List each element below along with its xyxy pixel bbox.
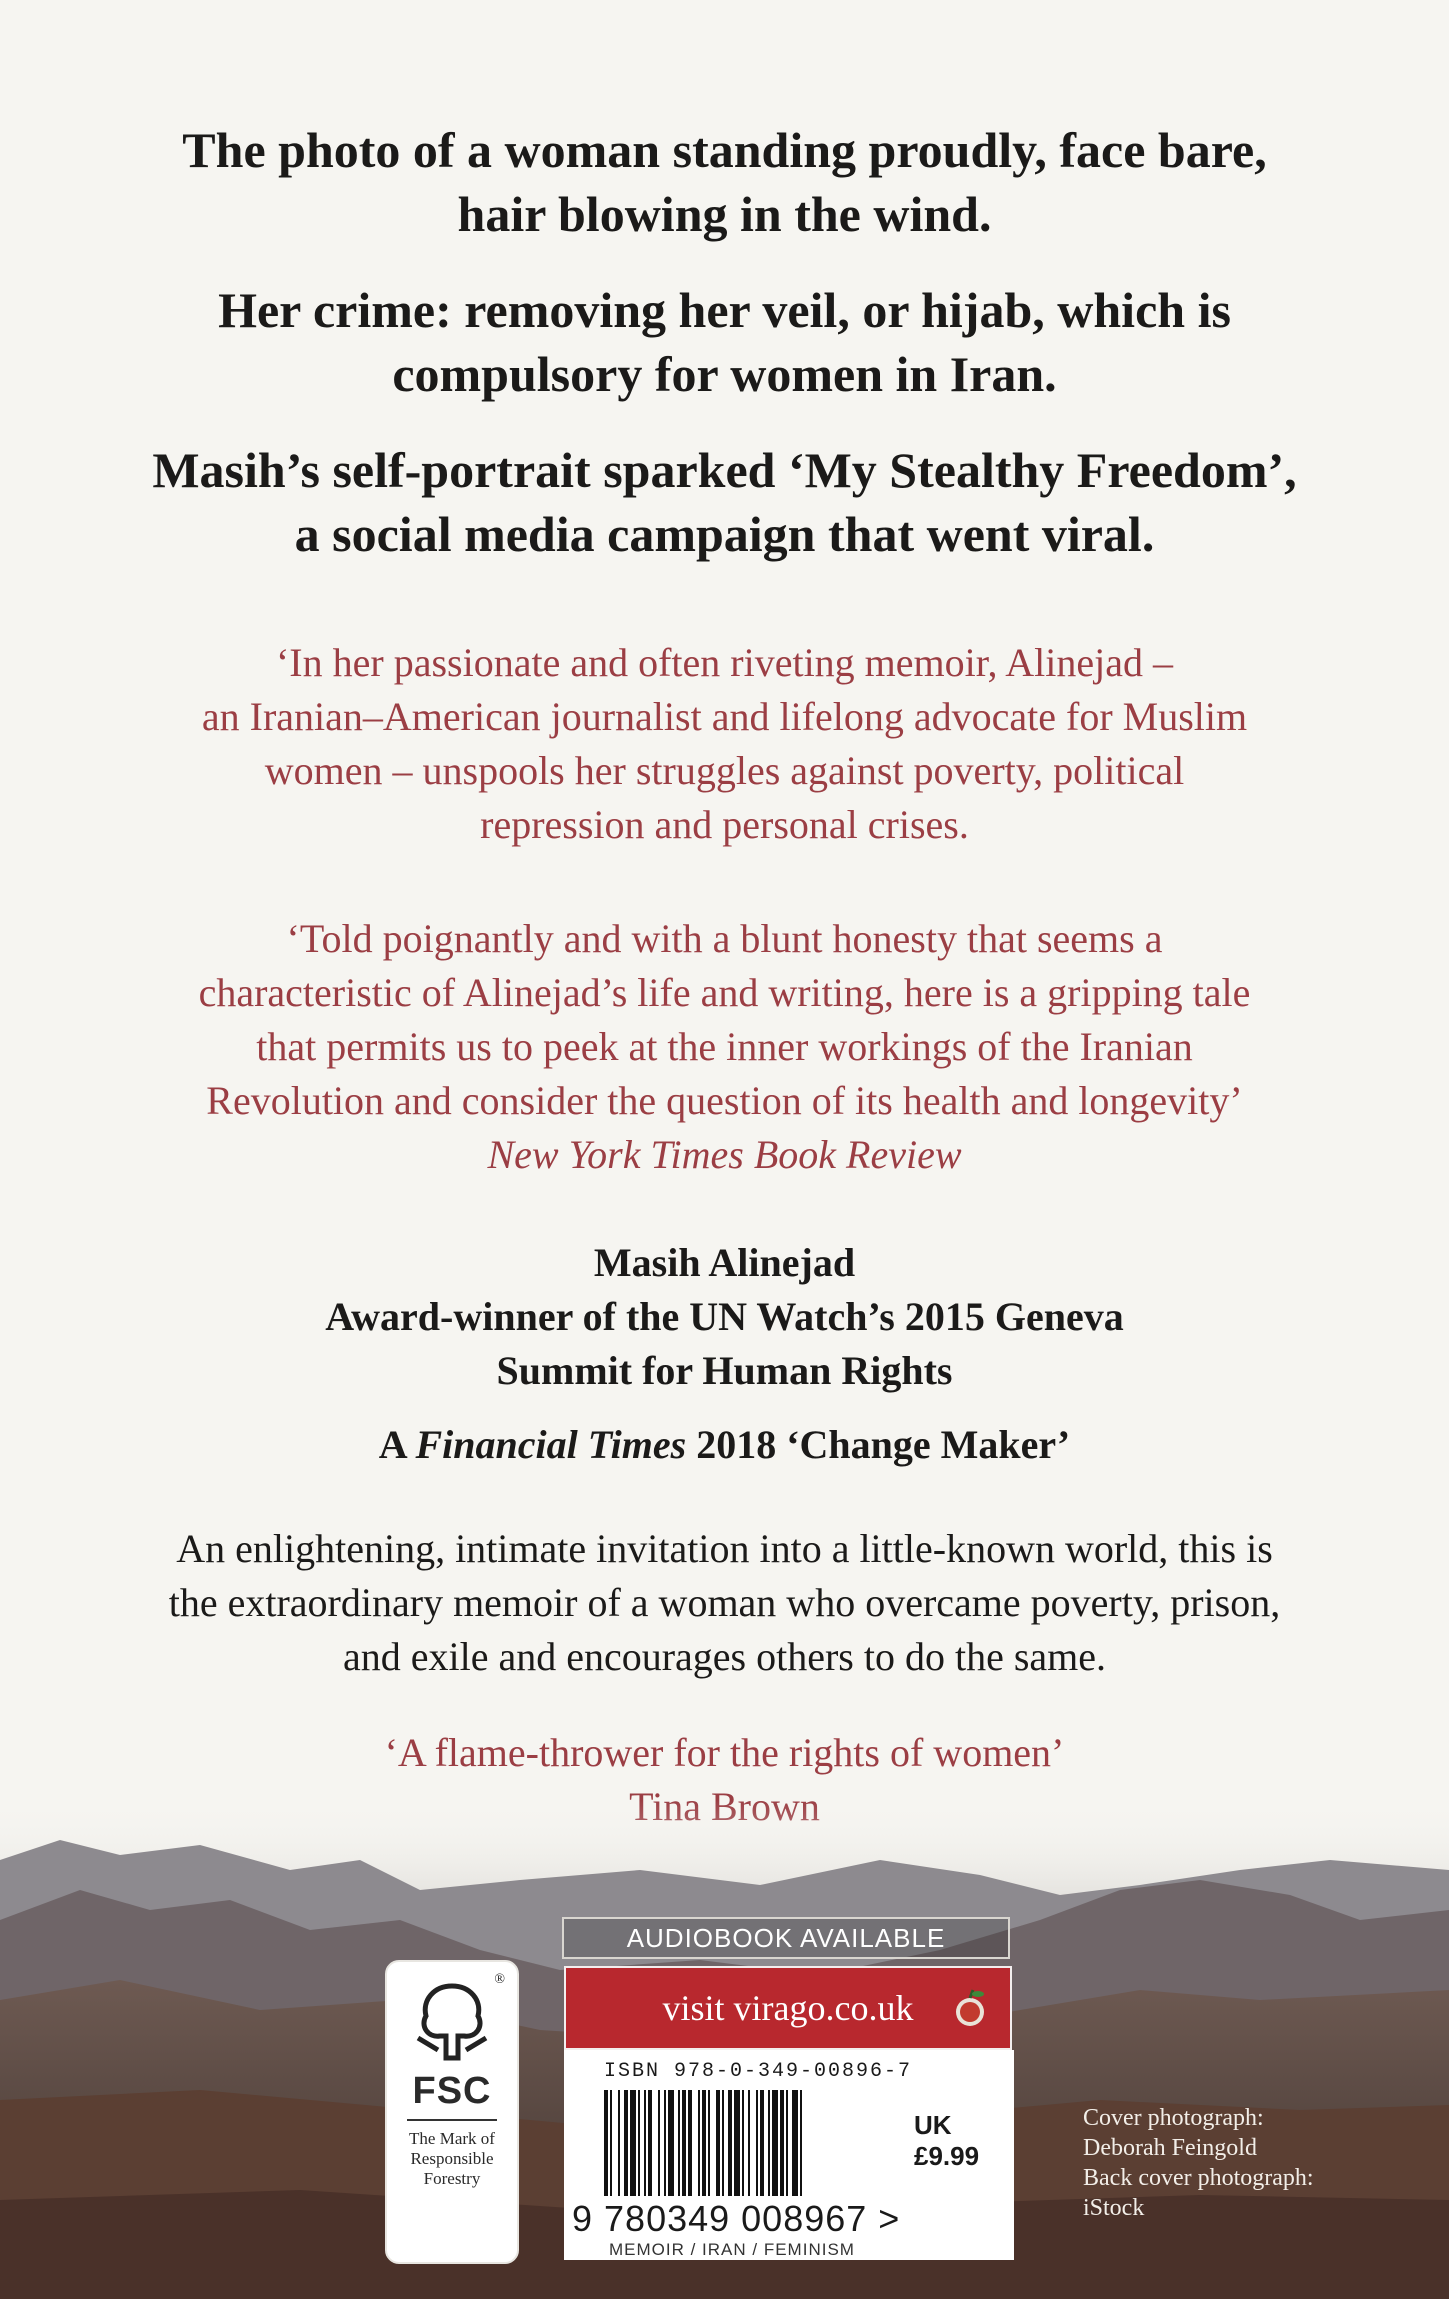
blurb-line: hair blowing in the wind. [457,186,992,242]
barcode-bar [708,2090,710,2196]
review-quote-1 [60,636,1389,852]
barcode-bar [786,2090,788,2196]
credit-line: Cover photograph: [1083,2105,1264,2131]
barcode-bar [800,2090,802,2196]
virago-url: visit virago.co.uk [662,1988,914,2028]
fsc-tagline: Responsible [410,2149,494,2168]
fsc-logo [385,1960,519,2264]
barcode-bar [624,2090,628,2196]
blurb-line: compulsory for women in Iran. [392,346,1057,402]
barcode-bar [644,2090,646,2196]
author-name: Masih Alinejad [593,1240,856,1285]
quote-line: characteristic of Alinejad’s life and writing, here is a gripping tale [198,970,1251,1015]
blurb-paragraph-1 [60,118,1389,246]
barcode-icon [604,2090,904,2196]
blurb-paragraph-3 [60,438,1389,566]
virago-link[interactable] [564,1966,1012,2050]
barcode-bar [728,2090,732,2196]
credit-line: iStock [1083,2195,1145,2221]
barcode-bar [682,2090,686,2196]
quote-line: ‘Told poignantly and with a blunt honesty that seems a [286,916,1163,961]
divider [407,2119,497,2121]
blurb-paragraph-2 [60,278,1389,406]
barcode-bar [760,2090,764,2196]
credit-line: Back cover photograph: [1083,2165,1314,2191]
apple-icon [952,1988,988,2028]
fsc-tagline: Forestry [423,2169,481,2188]
quote-line: an Iranian–American journalist and lifelong advocate for Muslim [201,694,1248,739]
description [60,1522,1389,1684]
barcode-bar [678,2090,680,2196]
fsc-tree-icon [412,1978,492,2068]
description-line: An enlightening, intimate invitation into a little-known world, this is [176,1526,1273,1571]
description-line: the extraordinary memoir of a woman who overcame poverty, prison, [168,1580,1281,1625]
ft-prefix: A [378,1422,416,1467]
blurb-line: Masih’s self-portrait sparked ‘My Stealthy Freedom’, [152,442,1297,498]
fsc-tagline: The Mark of [409,2129,495,2148]
registered-mark: ® [494,1972,505,1987]
description-line: and exile and encourages others to do the same. [342,1634,1107,1679]
ft-italic: Financial Times [415,1422,687,1467]
blurb-line: The photo of a woman standing proudly, face bare, [182,122,1267,178]
blurb-line: a social media campaign that went viral. [294,506,1155,562]
barcode-bar [748,2090,750,2196]
barcode-bar [756,2090,758,2196]
barcode-bar [734,2090,740,2196]
quote-line: that permits us to peek at the inner workings of the Iranian [256,1024,1193,1069]
credit-line: Deborah Feingold [1083,2135,1257,2161]
barcode-bar [768,2090,770,2196]
barcode-bar [648,2090,652,2196]
fsc-label: FSC [412,2070,492,2112]
barcode-bar [792,2090,798,2196]
barcode-bar [604,2090,608,2196]
change-maker-line [60,1418,1389,1472]
quote-source: New York Times Book Review [487,1132,962,1177]
blurb-line: Her crime: removing her veil, or hijab, which is [218,282,1231,338]
author-info [60,1236,1389,1398]
barcode-bar [702,2090,706,2196]
quote-line: repression and personal crises. [480,802,969,847]
audiobook-banner: AUDIOBOOK AVAILABLE [562,1917,1010,1959]
price-label: UK £9.99 [914,2110,980,2171]
barcode-bar [688,2090,692,2196]
review-quote-2 [60,912,1389,1182]
photo-credits [1083,2103,1413,2223]
barcode-sticker [564,2050,1014,2260]
barcode-bar [610,2090,612,2196]
barcode-number: 9 780349 008967 > [572,2198,901,2239]
award-line: Summit for Human Rights [496,1348,953,1393]
barcode-bar [658,2090,660,2196]
barcode-bar [698,2090,700,2196]
barcode-bar [722,2090,724,2196]
quote-line: ‘In her passionate and often riveting memoir, Alinejad – [275,640,1174,685]
award-line: Award-winner of the UN Watch’s 2015 Geneva [325,1294,1124,1339]
barcode-bar [780,2090,784,2196]
quote-text: ‘A flame-thrower for the rights of women’ [384,1730,1065,1775]
barcode-bar [664,2090,666,2196]
barcode-bar [630,2090,636,2196]
quote-line: Revolution and consider the question of its health and longevity’ [206,1078,1243,1123]
isbn-label: ISBN 978-0-349-00896-7 [604,2060,913,2083]
barcode-bar [618,2090,620,2196]
barcode-bar [668,2090,674,2196]
barcode-bar [716,2090,720,2196]
quote-line: women – unspools her struggles against poverty, political [264,748,1185,793]
ft-suffix: 2018 ‘Change Maker’ [686,1422,1071,1467]
barcode-bar [742,2090,744,2196]
barcode-bar [772,2090,778,2196]
category-label: MEMOIR / IRAN / FEMINISM [609,2240,855,2259]
barcode-bar [638,2090,640,2196]
